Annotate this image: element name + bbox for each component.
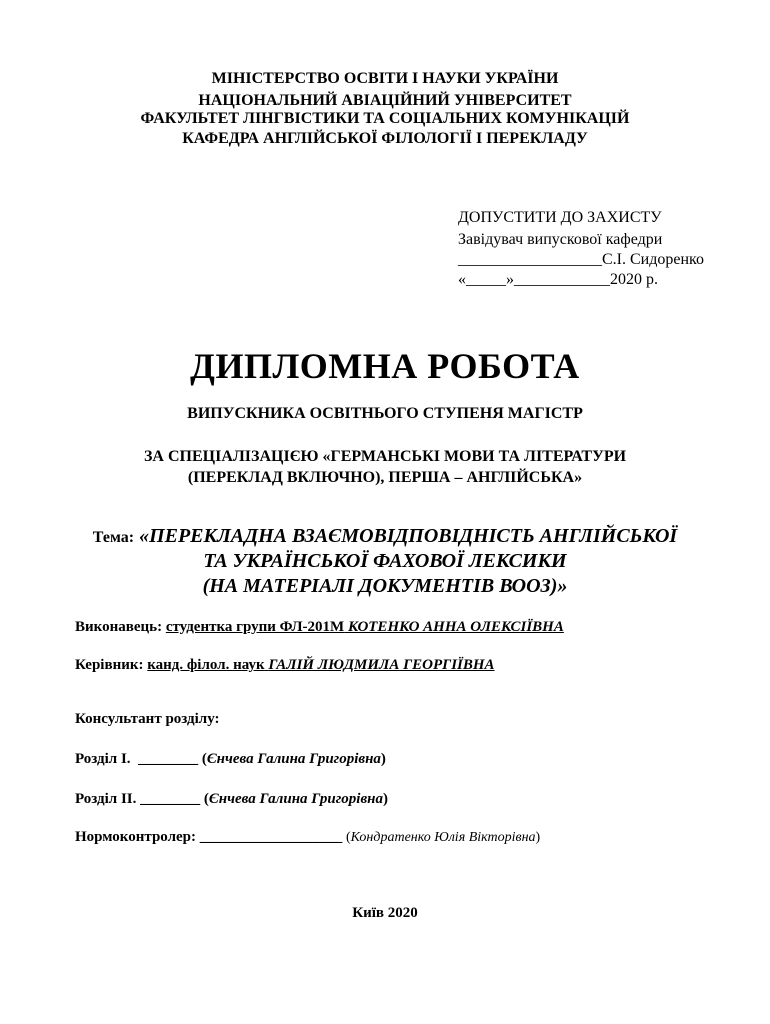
section-2-row: Розділ ІІ. ________ (Єнчева Галина Григорівна) bbox=[75, 791, 388, 807]
performer-row bbox=[75, 619, 564, 636]
normcontrol-label: Нормоконтролер: bbox=[75, 829, 196, 845]
supervisor-degree: канд. філол. наук bbox=[147, 657, 265, 673]
approval-signature: __________________С.І. Сидоренко bbox=[458, 251, 704, 268]
topic-line-1 bbox=[0, 525, 770, 548]
section-1-row: Розділ І. ________ (Єнчева Галина Григорівна) bbox=[75, 751, 386, 767]
supervisor-row bbox=[75, 657, 495, 674]
specialization-line-2: (ПЕРЕКЛАД ВКЛЮЧНО), ПЕРША – АНГЛІЙСЬКА» bbox=[187, 469, 583, 486]
approval-date: «_____»____________2020 р. bbox=[458, 271, 658, 288]
supervisor-label: Керівник: bbox=[75, 657, 144, 673]
section-1-label: Розділ І. bbox=[75, 751, 131, 767]
topic-text-1: «ПЕРЕКЛАДНА ВЗАЄМОВІДПОВІДНІСТЬ АНГЛІЙСЬКОЇ bbox=[139, 525, 678, 547]
degree-subtitle: ВИПУСКНИКА ОСВІТНЬОГО СТУПЕНЯ МАГІСТР bbox=[187, 405, 583, 422]
normcontrol-name: Кондратенко Юлія Вікторівна bbox=[350, 830, 536, 845]
consultant-label: Консультант розділу: bbox=[75, 711, 220, 727]
topic-label: Тема: bbox=[92, 529, 135, 546]
section-2-consultant: Єнчева Галина Григорівна bbox=[208, 791, 383, 807]
normcontrol-blank: ___________________ bbox=[199, 829, 343, 845]
performer-label: Виконавець: bbox=[75, 619, 163, 635]
section-1-consultant: Єнчева Галина Григорівна bbox=[206, 751, 381, 767]
performer-name: КОТЕНКО АННА ОЛЕКСІЇВНА bbox=[347, 619, 564, 635]
document-title: ДИПЛОМНА РОБОТА bbox=[190, 346, 580, 386]
section-2-blank: ________ bbox=[140, 791, 201, 807]
footer-city-year: Київ 2020 bbox=[352, 905, 418, 921]
specialization-line-1: ЗА СПЕЦІАЛІЗАЦІЄЮ «ГЕРМАНСЬКІ МОВИ ТА ЛІТЕРАТУРИ bbox=[143, 448, 627, 465]
header-faculty: ФАКУЛЬТЕТ ЛІНГВІСТИКИ ТА СОЦІАЛЬНИХ КОМУНІКАЦІЙ bbox=[140, 110, 630, 127]
normcontrol-row: Нормоконтролер: ___________________ (Кондратенко Юлія Вікторівна) bbox=[75, 829, 541, 845]
header-ministry: МІНІСТЕРСТВО ОСВІТИ І НАУКИ УКРАЇНИ bbox=[211, 70, 559, 87]
topic-line-3: (НА МАТЕРІАЛІ ДОКУМЕНТІВ ВООЗ)» bbox=[202, 575, 568, 597]
header-department: КАФЕДРА АНГЛІЙСЬКОЇ ФІЛОЛОГІЇ І ПЕРЕКЛАДУ bbox=[182, 130, 588, 147]
approval-position: Завідувач випускової кафедри bbox=[458, 231, 663, 248]
approval-heading: ДОПУСТИТИ ДО ЗАХИСТУ bbox=[458, 209, 662, 226]
supervisor-name: ГАЛІЙ ЛЮДМИЛА ГЕОРГІЇВНА bbox=[268, 657, 495, 673]
section-2-label: Розділ ІІ. bbox=[75, 791, 137, 807]
performer-group: студентка групи ФЛ-201М bbox=[165, 619, 345, 635]
topic-line-2: ТА УКРАЇНСЬКОЇ ФАХОВОЇ ЛЕКСИКИ bbox=[203, 550, 567, 572]
header-university: НАЦІОНАЛЬНИЙ АВІАЦІЙНИЙ УНІВЕРСИТЕТ bbox=[198, 92, 572, 109]
section-1-blank: ________ bbox=[138, 751, 199, 767]
